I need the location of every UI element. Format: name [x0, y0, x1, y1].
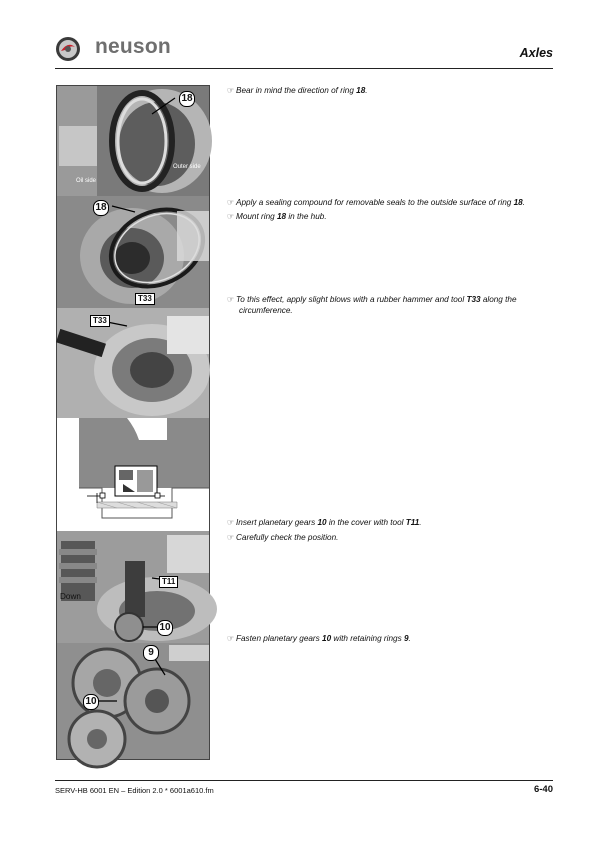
step-retaining-rings: ☞ Fasten planetary gears 10 with retaining rings 9. [227, 634, 411, 643]
pointing-hand-icon: ☞ [227, 634, 235, 643]
neuson-logo-icon [55, 36, 81, 62]
photo-ring-direction [57, 86, 209, 196]
footer-rule [55, 780, 553, 781]
photo-hammer-tool [57, 308, 209, 418]
pointing-hand-icon: ☞ [227, 86, 235, 95]
down-label: Down [60, 592, 81, 601]
tool-t33-tag: T33 [135, 293, 155, 305]
callout-18: 18 [179, 91, 195, 107]
photo-mount-ring [57, 196, 209, 308]
pointing-hand-icon: ☞ [227, 295, 235, 304]
section-title: Axles [519, 46, 553, 60]
step-mount-ring: ☞ Mount ring 18 in the hub. [227, 212, 327, 221]
pointing-hand-icon: ☞ [227, 212, 235, 221]
pointing-hand-icon: ☞ [227, 533, 235, 542]
callout-10: 10 [157, 620, 173, 636]
pointing-hand-icon: ☞ [227, 518, 235, 527]
seal-section-diagram [57, 418, 209, 531]
brand-name: neuson [95, 35, 171, 58]
step-check-position: ☞ Carefully check the position. [227, 533, 339, 542]
footer-document-id: SERV-HB 6001 EN – Edition 2.0 * 6001a610.fm [55, 786, 214, 795]
oil-side-label: Oil side [76, 178, 97, 184]
tool-t11-tag: T11 [159, 576, 178, 588]
step-sealing-compound: ☞ Apply a sealing compound for removable seals to the outside surface of ring 18. [227, 198, 526, 207]
tool-t33-tag: T33 [90, 315, 110, 327]
callout-18: 18 [93, 200, 109, 216]
photo-retaining-rings [57, 643, 209, 759]
callout-10: 10 [83, 694, 99, 710]
step-insert-gears: ☞ Insert planetary gears 10 in the cover with tool T11. [227, 518, 422, 527]
pointing-hand-icon: ☞ [227, 198, 235, 207]
step-hammer-blows: ☞ To this effect, apply slight blows with a rubber hammer and tool T33 along the circumference. [227, 295, 517, 315]
step-ring-direction: ☞ Bear in mind the direction of ring 18. [227, 86, 368, 95]
photo-insert-gears [57, 531, 209, 643]
callout-9: 9 [143, 645, 159, 661]
header-rule [55, 68, 553, 69]
page-number: 6-40 [533, 784, 553, 795]
photo-column [56, 85, 210, 760]
outer-side-label: Outer side [173, 164, 201, 170]
